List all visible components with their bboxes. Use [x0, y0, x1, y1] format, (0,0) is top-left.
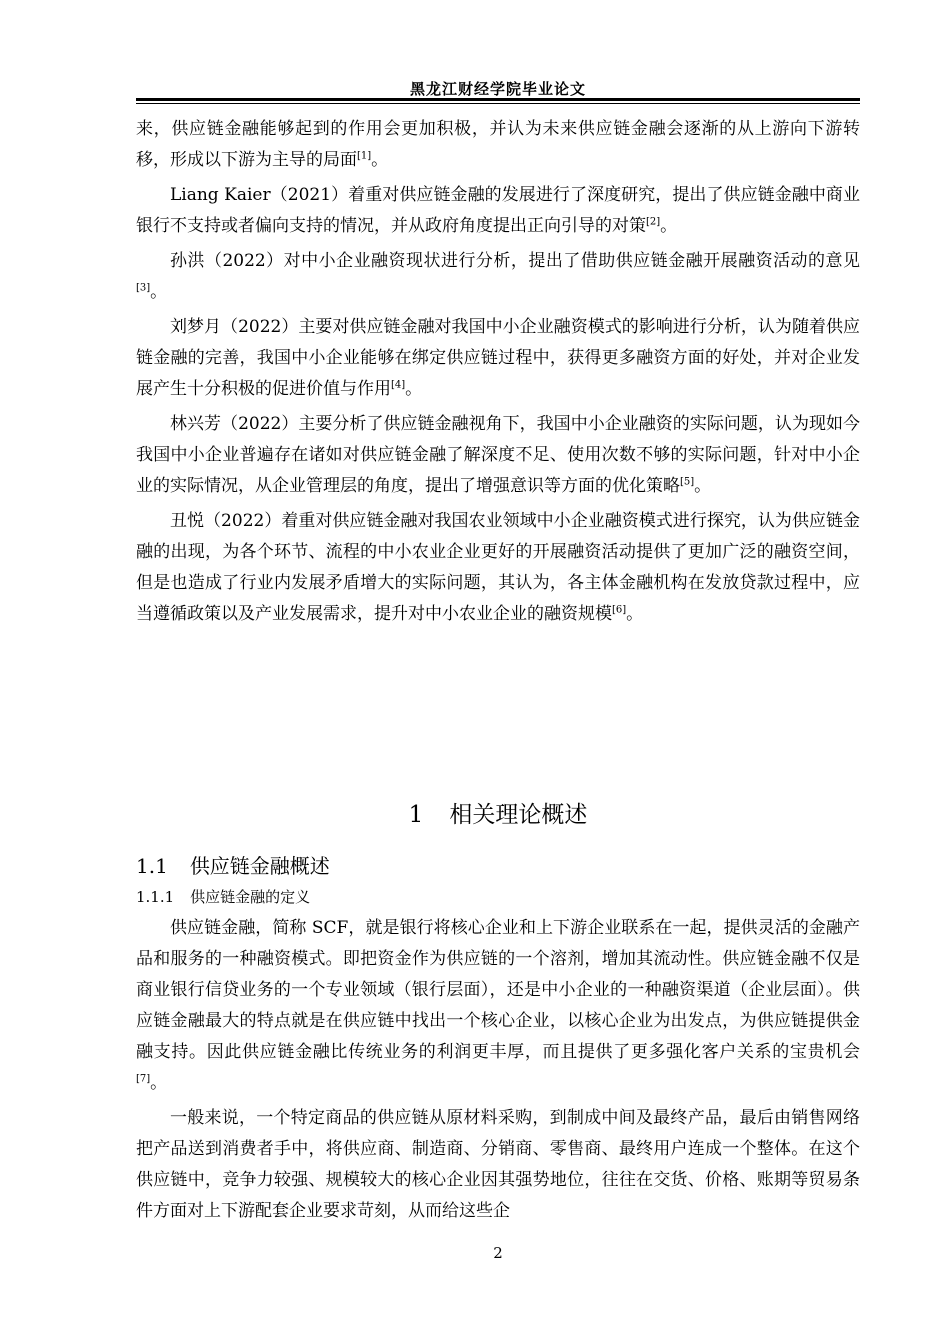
body-text-top — [136, 114, 860, 634]
running-header: 黑龙江财经学院毕业论文 — [409, 80, 586, 98]
section-number: 1.1 — [136, 854, 168, 878]
paragraph: Liang Kaier（2021）着重对供应链金融的发展进行了深度研究，提出了供应链金融中商业银行不支持或者偏向支持的情况，并从政府角度提出正向引导的对策[2]。 — [136, 185, 860, 236]
paragraph-continued: 来，供应链金融能够起到的作用会更加积极，并认为未来供应链金融会逐渐的从上游向下游转移，形成以下游为主导的局面[1]。 — [136, 119, 860, 170]
citation-ref: [2] — [646, 216, 661, 228]
citation-ref: [6] — [612, 604, 627, 616]
chapter-heading — [136, 796, 860, 829]
header-rule-thin — [136, 103, 860, 104]
section-title: 供应链金融概述 — [189, 854, 330, 878]
paragraph: 一般来说，一个特定商品的供应链从原材料采购，到制成中间及最终产品，最后由销售网络把产品送到消费者手中，将供应商、制造商、分销商、零售商、最终用户连成一个整体。在这个供应链中，竞争力较强、规模较大的核心企业因其强势地位，往往在交货、价格、账期等贸易条件方面对上下游配套企业要求苛刻，从而给这些企 — [136, 1108, 860, 1221]
subsection-heading — [136, 886, 310, 907]
chapter-title: 相关理论概述 — [449, 802, 588, 828]
paragraph: 丑悦（2022）着重对供应链金融对我国农业领域中小企业融资模式进行探究，认为供应链金融的出现，为各个环节、流程的中小农业企业更好的开展融资活动提供了更加广泛的融资空间，但是也造成了行业内发展矛盾增大的实际问题，其认为，各主体金融机构在发放贷款过程中，应当遵循政策以及产业发展需求，提升对中小农业企业的融资规模[6]。 — [136, 511, 860, 624]
paragraph: 林兴芳（2022）主要分析了供应链金融视角下，我国中小企业融资的实际问题，认为现如今我国中小企业普遍存在诸如对供应链金融了解深度不足、使用次数不够的实际问题，针对中小企业的实际情况，从企业管理层的角度，提出了增强意识等方面的优化策略[5]。 — [136, 414, 860, 496]
section-heading — [136, 850, 330, 879]
header-rule-thick — [136, 98, 860, 101]
paragraph: 刘梦月（2022）主要对供应链金融对我国中小企业融资模式的影响进行分析，认为随着供应链金融的完善，我国中小企业能够在绑定供应链过程中，获得更多融资方面的好处，并对企业发展产生十分积极的促进价值与作用[4]。 — [136, 317, 860, 399]
subsection-number: 1.1.1 — [136, 888, 175, 906]
chapter-number: 1 — [408, 802, 424, 828]
citation-ref: [4] — [391, 379, 406, 391]
subsection-title: 供应链金融的定义 — [190, 888, 311, 906]
body-text-bottom — [136, 913, 860, 1231]
citation-ref: [3] — [136, 282, 151, 294]
paragraph: 孙洪（2022）对中小企业融资现状进行分析，提出了借助供应链金融开展融资活动的意见[3]。 — [136, 251, 860, 302]
citation-ref: [7] — [136, 1073, 151, 1085]
paragraph: 供应链金融，简称 SCF，就是银行将核心企业和上下游企业联系在一起，提供灵活的金融产品和服务的一种融资模式。即把资金作为供应链的一个溶剂，增加其流动性。供应链金融不仅是商业银行信贷业务的一个专业领域（银行层面），还是中小企业的一种融资渠道（企业层面）。供应链金融最大的特点就是在供应链中找出一个核心企业，以核心企业为出发点，为供应链提供金融支持。因此供应链金融比传统业务的利润更丰厚，而且提供了更多强化客户关系的宝贵机会[7]。 — [136, 918, 860, 1093]
page-number: 2 — [493, 1244, 503, 1262]
citation-ref: [1] — [357, 150, 372, 162]
citation-ref: [5] — [680, 476, 695, 488]
